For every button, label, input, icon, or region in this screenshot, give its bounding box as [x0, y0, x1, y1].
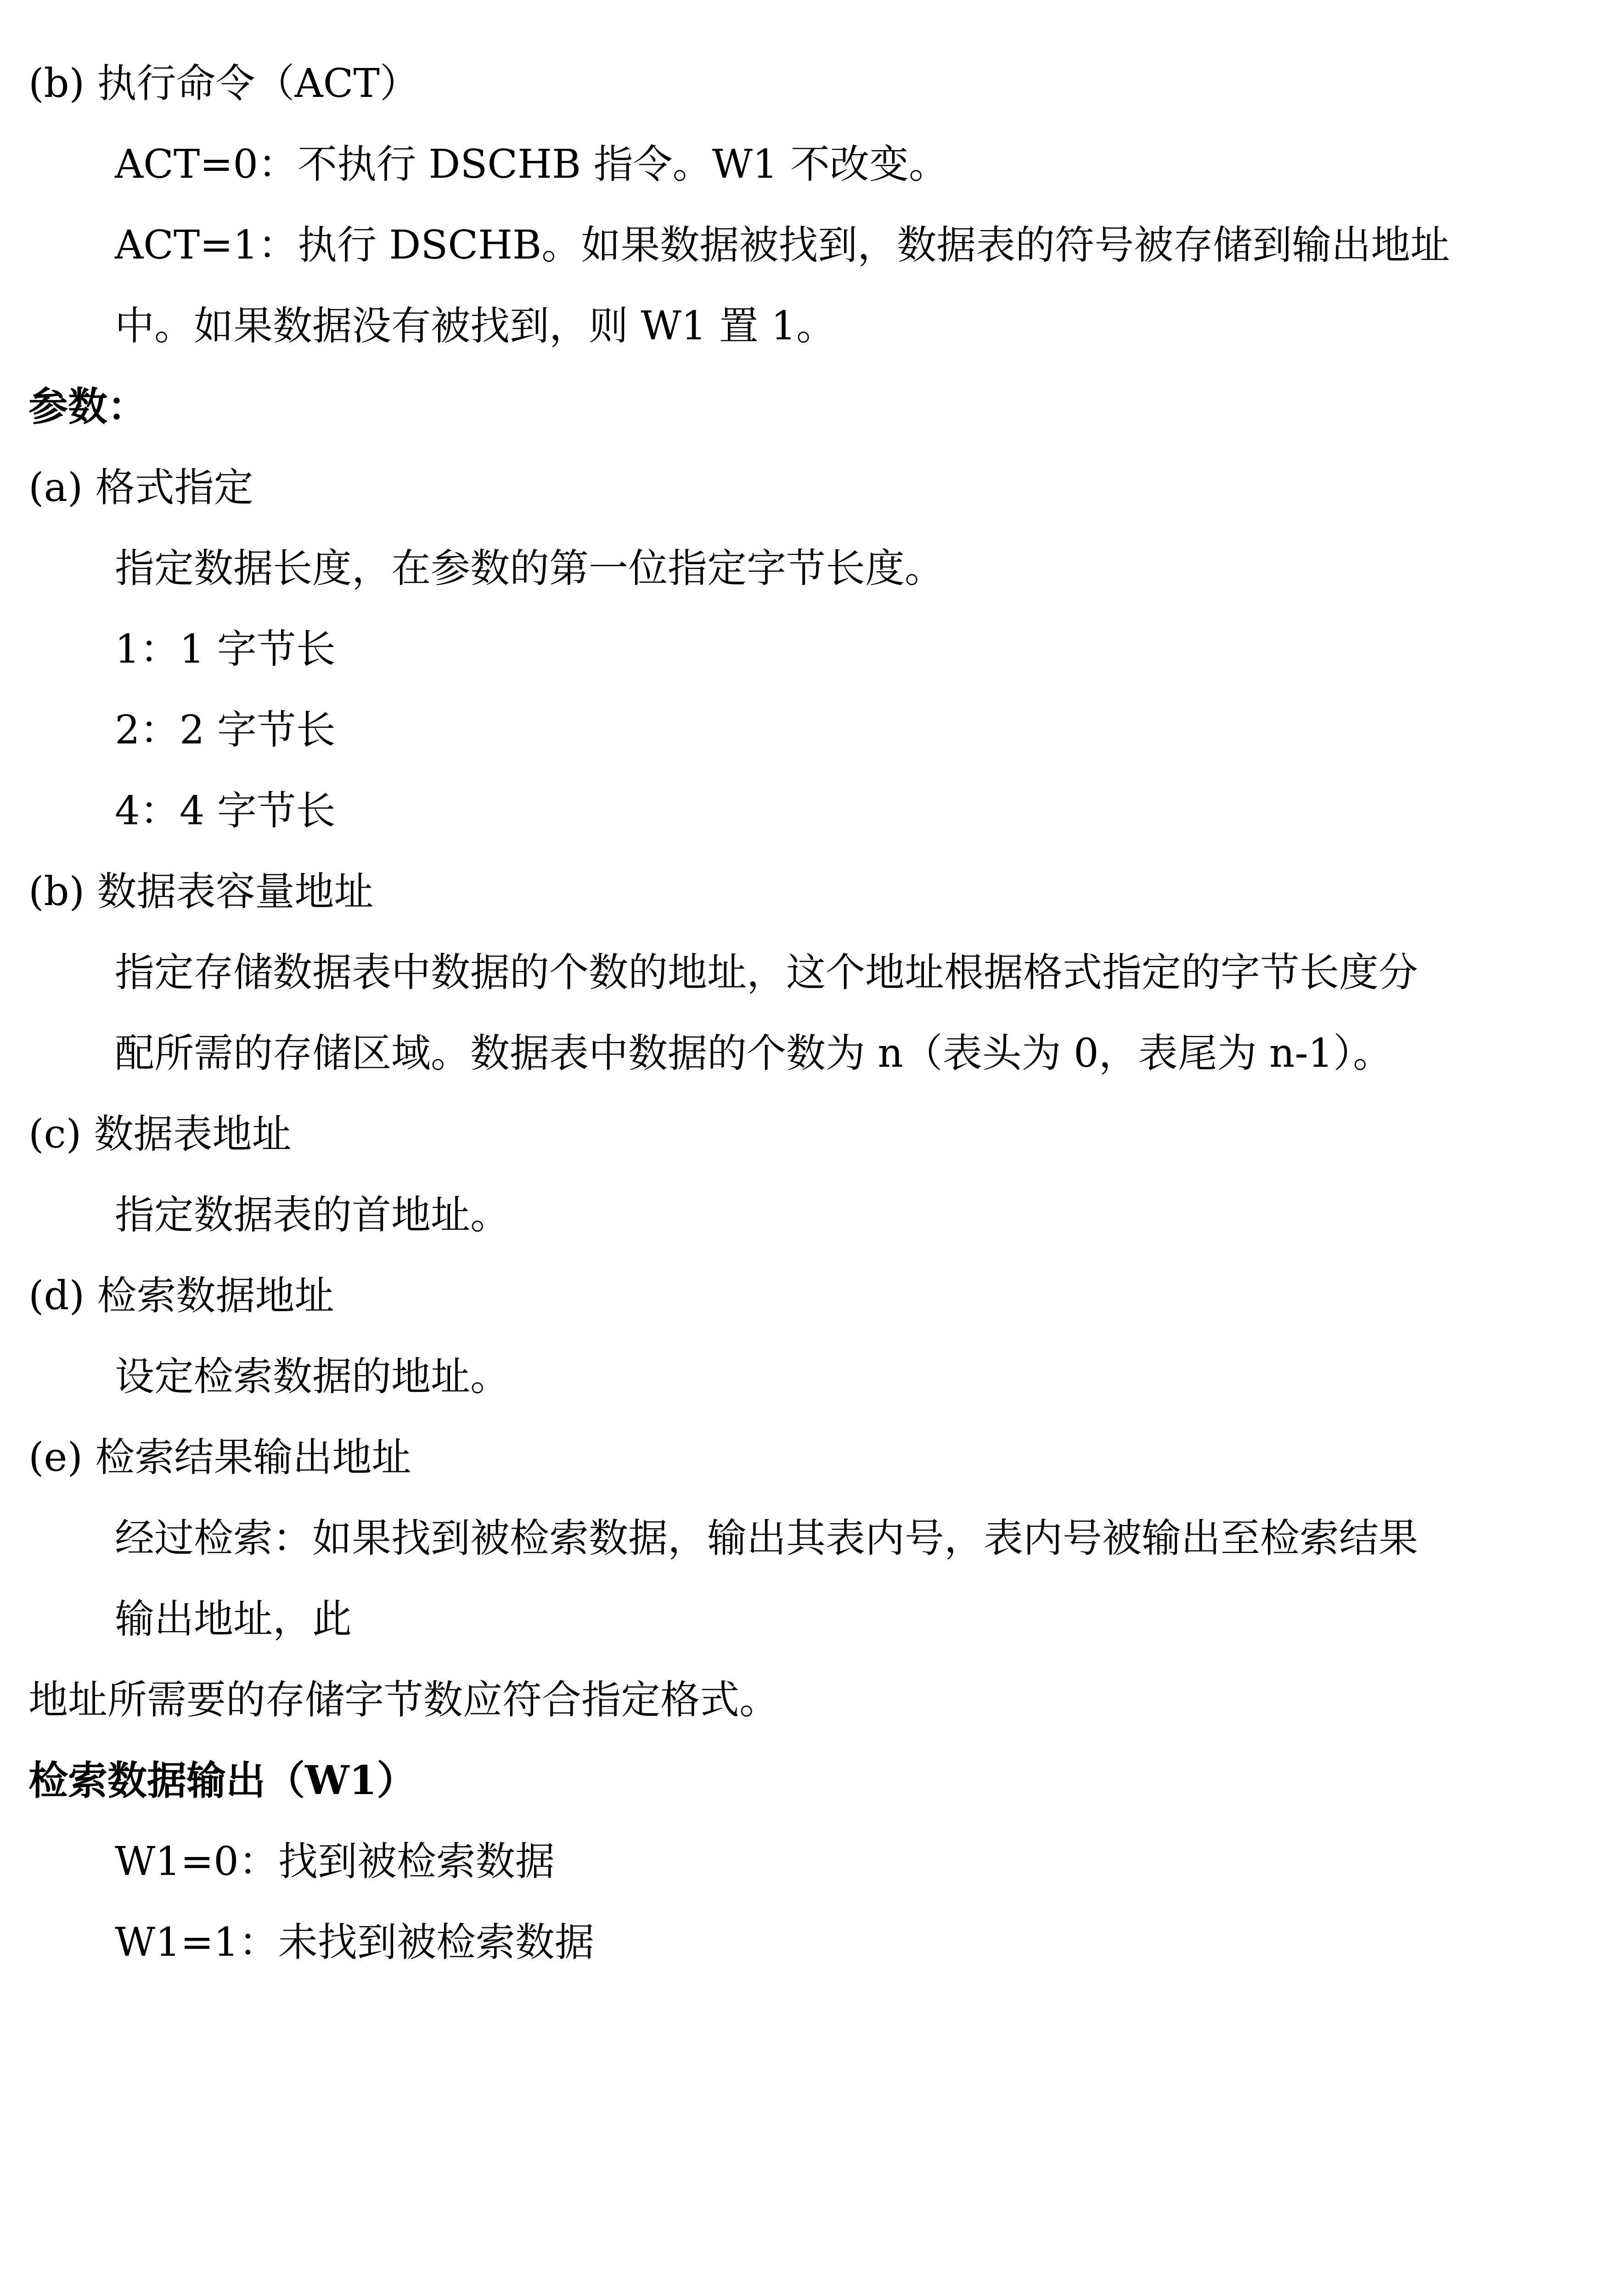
- table-size-description-line2: 配所需的存储区域。数据表中数据的个数为 n（表头为 0，表尾为 n-1）。: [115, 1030, 1393, 1076]
- w1-1-description: W1=1：未找到被检索数据: [115, 1919, 594, 1965]
- params-heading: 参数：: [28, 383, 147, 430]
- w1-0-description: W1=0：找到被检索数据: [115, 1839, 555, 1885]
- table-size-description-line1: 指定存储数据表中数据的个数的地址，这个地址根据格式指定的字节长度分: [115, 950, 1418, 996]
- format-heading: (a) 格式指定: [28, 465, 253, 511]
- table-address-heading: (c) 数据表地址: [28, 1111, 292, 1157]
- format-description: 指定数据长度，在参数的第一位指定字节长度。: [115, 546, 944, 591]
- format-option-4: 4：4 字节长: [115, 788, 336, 834]
- act-heading: (b) 执行命令（ACT）: [28, 61, 419, 107]
- result-output-description-line3: 地址所需要的存储字节数应符合指定格式。: [28, 1677, 779, 1723]
- w1-heading: 检索数据输出（W1）: [28, 1757, 417, 1804]
- search-data-description: 设定检索数据的地址。: [115, 1354, 510, 1400]
- act0-description: ACT=0：不执行 DSCHB 指令。W1 不改变。: [115, 141, 949, 187]
- format-option-1: 1：1 字节长: [115, 626, 336, 672]
- table-size-heading: (b) 数据表容量地址: [28, 869, 374, 915]
- act1-description-line1: ACT=1：执行 DSCHB。如果数据被找到，数据表的符号被存储到输出地址: [115, 222, 1450, 268]
- result-output-description-line1: 经过检索：如果找到被检索数据，输出其表内号，表内号被输出至检索结果: [115, 1515, 1418, 1561]
- search-data-heading: (d) 检索数据地址: [28, 1273, 334, 1319]
- act1-description-line2: 中。如果数据没有被找到，则 W1 置 1。: [115, 303, 836, 349]
- format-option-2: 2：2 字节长: [115, 707, 336, 753]
- table-address-description: 指定数据表的首地址。: [115, 1192, 510, 1238]
- result-output-description-line2: 输出地址，此: [115, 1596, 352, 1642]
- result-output-heading: (e) 检索结果输出地址: [28, 1435, 411, 1480]
